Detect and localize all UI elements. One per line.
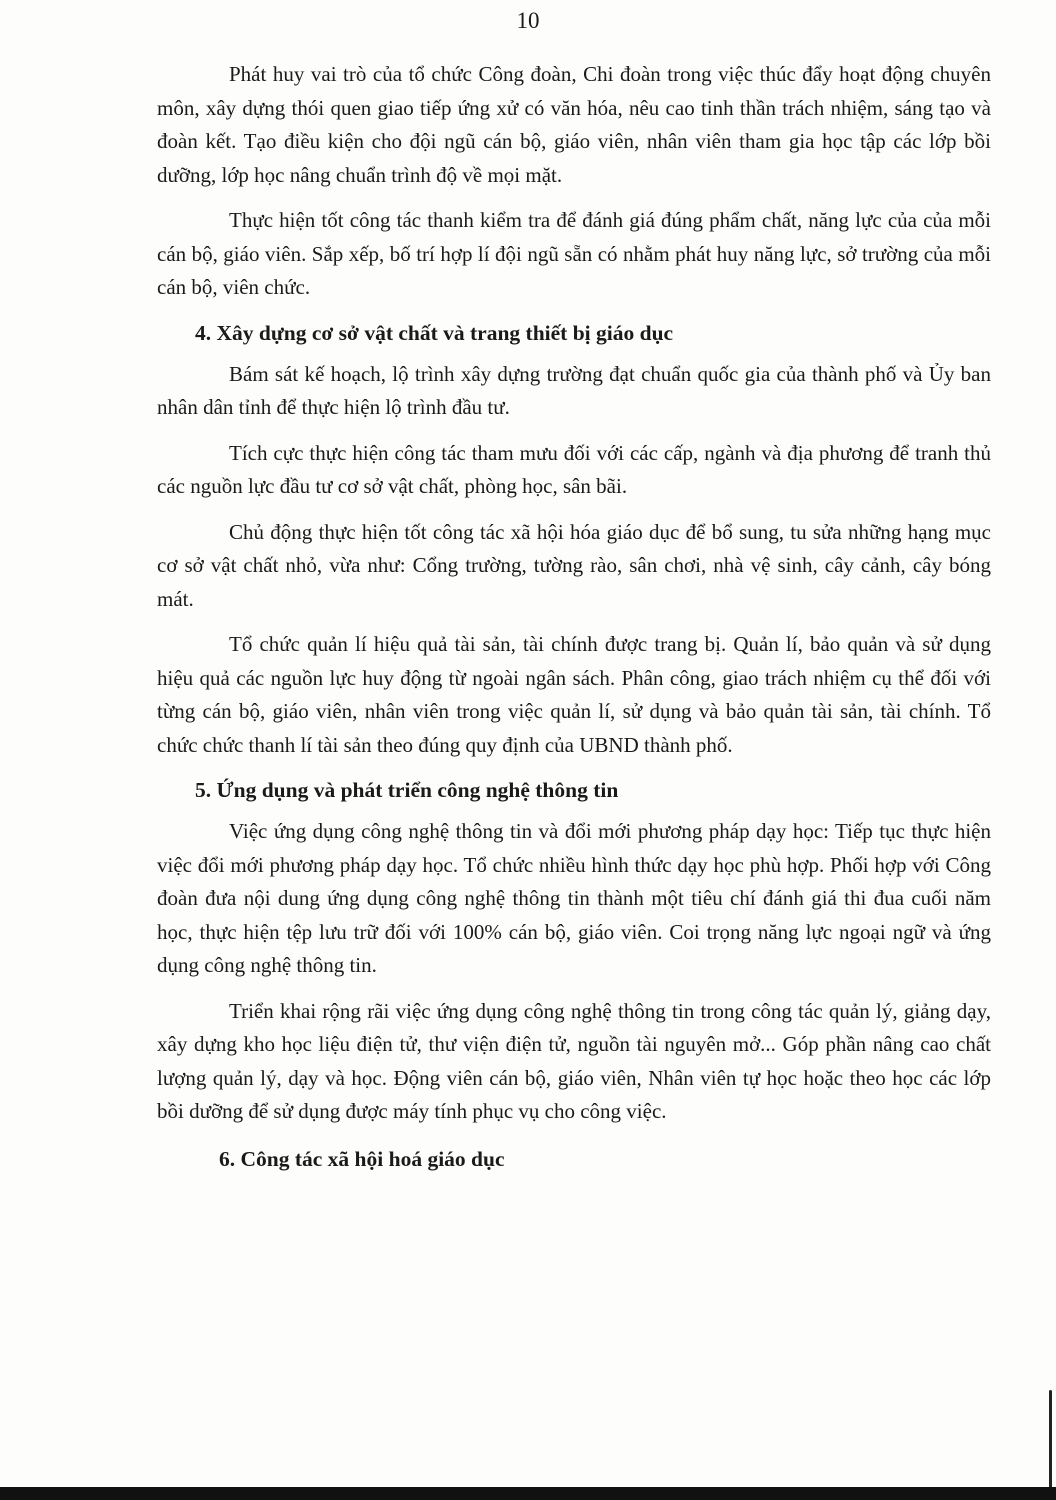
paragraph-asset-management: Tổ chức quản lí hiệu quả tài sản, tài chính được trang bị. Quản lí, bảo quản và sử dụng hiệu quả các nguồn lực huy động từ ngoài ngân sách. Phân công, giao trách nhiệm cụ thể đối với từng cán bộ, giáo viên, nhân viên trong việc quản lí, sử dụng và bảo quản tài sản, tài chính. Tổ chức chức thanh lí tài sản theo đúng quy định của UBND thành phố. <box>157 632 991 757</box>
paragraph-it-teaching: Việc ứng dụng công nghệ thông tin và đổi mới phương pháp dạy học: Tiếp tục thực hiện việc đổi mới phương pháp dạy học. Tổ chức nhiều hình thức dạy học phù hợp. Phối hợp với Công đoàn đưa nội dung ứng dụng công nghệ thông tin thành một tiêu chí đánh giá thi đua cuối năm học, thực hiện tệp lưu trữ đối với 100% cán bộ, giáo viên. Coi trọng năng lực ngoại ngữ và ứng dụng công nghệ thông tin. <box>157 819 991 977</box>
document-body <box>157 58 991 1184</box>
paragraph-it-deployment: Triển khai rộng rãi việc ứng dụng công nghệ thông tin trong công tác quản lý, giảng dạy, xây dựng kho học liệu điện tử, thư viện điện tử, nguồn tài nguyên mở... Góp phần nâng cao chất lượng quản lý, dạy và học. Động viên cán bộ, giáo viên, Nhân viên tự học hoặc theo học các lớp bồi dưỡng để sử dụng được máy tính phục vụ cho công việc. <box>157 998 991 1123</box>
scan-edge-mark <box>1049 1390 1052 1490</box>
section-heading-4: 4. Xây dựng cơ sở vật chất và trang thiết bị giáo dục <box>195 320 674 345</box>
section-heading-5: 5. Ứng dụng và phát triển công nghệ thông tin <box>195 778 619 802</box>
paragraph-national-standard: Bám sát kế hoạch, lộ trình xây dựng trường đạt chuẩn quốc gia của thành phố và Ủy ban nhân dân tỉnh để thực hiện lộ trình đầu tư. <box>157 361 991 419</box>
paragraph-socialization: Chủ động thực hiện tốt công tác xã hội hóa giáo dục để bổ sung, tu sửa những hạng mục cơ sở vật chất nhỏ, vừa như: Cổng trường, tường rào, sân chơi, nhà vệ sinh, cây cảnh, cây bóng mát. <box>157 519 991 611</box>
paragraph-union-role: Phát huy vai trò của tổ chức Công đoàn, Chi đoàn trong việc thúc đẩy hoạt động chuyên môn, xây dựng thói quen giao tiếp ứng xử có văn hóa, nêu cao tinh thần trách nhiệm, sáng tạo và đoàn kết. Tạo điều kiện cho đội ngũ cán bộ, giáo viên, nhân viên tham gia học tập các lớp bồi dưỡng, lớp học nâng chuẩn trình độ về mọi mặt. <box>157 62 991 187</box>
page-number: 10 <box>516 8 540 33</box>
section-heading-6: 6. Công tác xã hội hoá giáo dục <box>219 1146 505 1171</box>
paragraph-inspection: Thực hiện tốt công tác thanh kiểm tra để đánh giá đúng phẩm chất, năng lực của của mỗi cán bộ, giáo viên. Sắp xếp, bố trí hợp lí đội ngũ sẵn có nhằm phát huy năng lực, sở trường của mỗi cán bộ, viên chức. <box>157 208 991 299</box>
paragraph-advisory: Tích cực thực hiện công tác tham mưu đối với các cấp, ngành và địa phương để tranh thủ các nguồn lực đầu tư cơ sở vật chất, phòng học, sân bãi. <box>157 440 991 498</box>
scan-bottom-border <box>0 1487 1056 1500</box>
